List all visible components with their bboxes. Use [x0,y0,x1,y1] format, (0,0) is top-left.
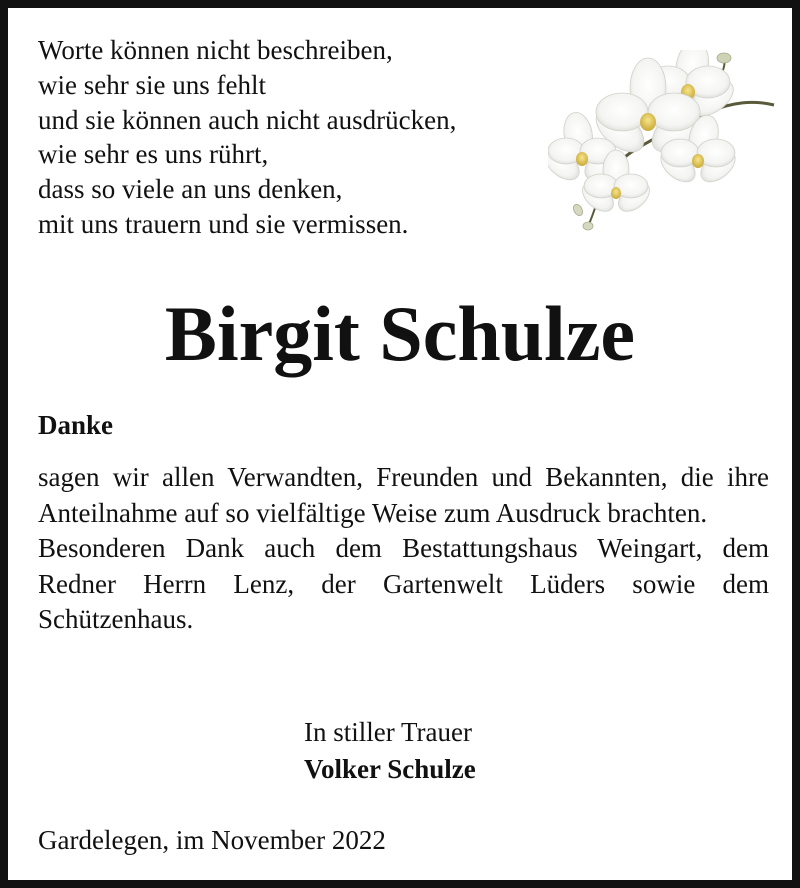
poem-line: Worte können nicht beschreiben, [38,35,393,65]
closing-phrase: In stiller Trauer [304,717,472,747]
signer-name: Volker Schulze [304,754,476,784]
thanks-paragraph: sagen wir allen Verwandten, Freunden und Bekannten, die ihre Anteilnahme auf so vielfältige Weise zum Ausdruck brachten. [38,462,769,528]
thanks-text [38,460,769,638]
poem-line: dass so viele an uns denken, [38,174,343,205]
deceased-name: Birgit Schulze [164,290,636,377]
poem-line: mit uns trauern und sie vermissen. [38,208,409,239]
poem-line: wie sehr es uns rührt, [38,139,269,170]
closing-block [304,714,476,788]
thanks-heading: Danke [38,410,114,440]
thanks-paragraph: Besonderen Dank auch dem Bestattungshaus Weingart, dem Redner Herrn Lenz, der Gartenwelt Lüders sowie dem Schützenhaus. [38,533,769,635]
poem [38,33,558,242]
white-orchid-icon [548,50,780,232]
place-date: Gardelegen, im November 2022 [38,825,386,855]
poem-line: und sie können auch nicht ausdrücken, [38,104,457,135]
poem-line: wie sehr sie uns fehlt [38,69,266,100]
